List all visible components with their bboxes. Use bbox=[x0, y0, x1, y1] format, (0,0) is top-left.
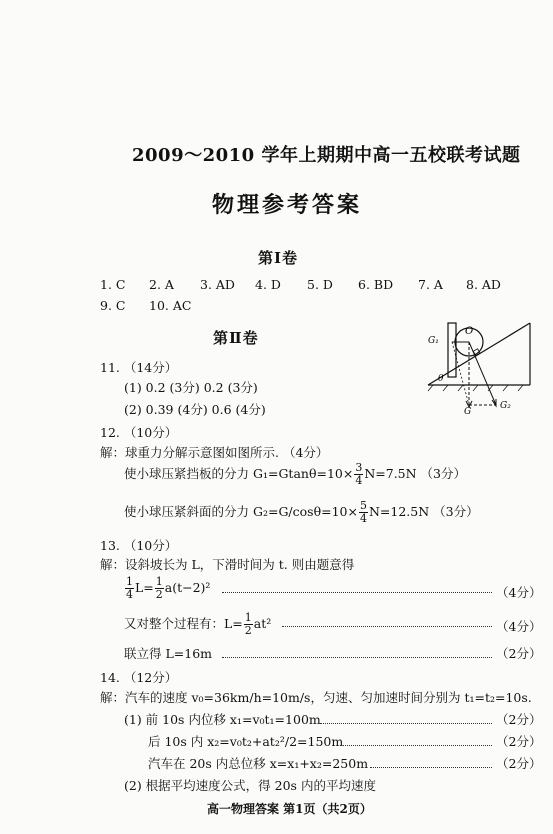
dot-leader bbox=[370, 767, 492, 768]
denominator: 2 bbox=[244, 624, 252, 637]
fraction bbox=[125, 576, 134, 601]
q12-line2-text: 使小球压紧斜面的分力 G₂=G/cosθ=10× bbox=[124, 504, 358, 519]
q13-solution: 解：设斜坡长为 L，下滑时间为 t. 则由题意得 bbox=[100, 557, 355, 572]
numerator: 5 bbox=[359, 499, 367, 512]
q12-line2 bbox=[124, 500, 479, 525]
part1-title: 第Ⅰ卷 bbox=[258, 249, 299, 267]
fraction bbox=[354, 462, 363, 487]
dot-leader bbox=[340, 745, 492, 746]
answer-item: 9. C bbox=[100, 298, 126, 313]
numerator: 3 bbox=[355, 461, 363, 474]
q13-heading: 13. （10分） bbox=[100, 538, 178, 553]
score: （2分） bbox=[496, 756, 542, 771]
answer-item: 10. AC bbox=[149, 298, 192, 313]
q11-line1: (1) 0.2 (3分) 0.2 (3分) bbox=[124, 380, 258, 395]
q12-heading: 12. （10分） bbox=[100, 425, 178, 440]
denominator: 4 bbox=[355, 474, 363, 487]
denominator: 4 bbox=[359, 512, 367, 525]
score: （2分） bbox=[496, 646, 542, 661]
q13-eq3: 联立得 L=16m bbox=[124, 646, 213, 661]
exam-title: 2009～2010 学年上期期中高一五校联考试题 bbox=[132, 145, 521, 166]
eq-text: at² bbox=[253, 616, 272, 631]
denominator: 4 bbox=[126, 588, 133, 601]
numerator: 1 bbox=[126, 575, 133, 588]
q13-eq1 bbox=[124, 576, 210, 601]
part1-answers-row1 bbox=[100, 277, 501, 292]
answer-item: 8. AD bbox=[466, 277, 501, 292]
q12-line1-result: N=7.5N （3分） bbox=[364, 466, 466, 481]
q12-line1 bbox=[124, 462, 466, 487]
q12-solution: 解：球重力分解示意图如图所示. （4分） bbox=[100, 445, 329, 460]
label-g: G bbox=[464, 407, 472, 415]
dot-leader bbox=[320, 723, 492, 724]
part2-title: 第Ⅱ卷 bbox=[213, 329, 259, 347]
label-g1: G₁ bbox=[428, 336, 439, 346]
q12-line2-result: N=12.5N （3分） bbox=[368, 504, 479, 519]
label-o: O bbox=[465, 326, 474, 337]
fraction bbox=[155, 576, 164, 601]
answer-item: 6. BD bbox=[358, 277, 394, 292]
denominator: 2 bbox=[155, 588, 163, 601]
q13-eq2 bbox=[124, 612, 271, 637]
eq-text: 又对整个过程有：L= bbox=[124, 616, 243, 631]
eq-text: L= bbox=[135, 580, 154, 595]
fraction bbox=[244, 612, 253, 637]
answer-item: 3. AD bbox=[200, 277, 235, 292]
answer-item: 4. D bbox=[255, 277, 281, 292]
q11-line2: (2) 0.39 (4分) 0.6 (4分) bbox=[124, 402, 266, 417]
label-theta: θ bbox=[438, 374, 444, 384]
force-diagram bbox=[408, 315, 533, 415]
answer-item: 5. D bbox=[307, 277, 333, 292]
page-footer: 高一物理答案 第1页（共2页） bbox=[207, 802, 372, 816]
q14-line2: 后 10s 内 x₂=v₀t₂+at₂²/2=150m bbox=[148, 734, 344, 749]
dot-leader bbox=[282, 626, 492, 627]
q11-heading: 11. （14分） bbox=[100, 360, 178, 375]
score: （2分） bbox=[496, 712, 542, 727]
q14-line3: 汽车在 20s 内总位移 x=x₁+x₂=250m bbox=[148, 756, 369, 771]
numerator: 1 bbox=[244, 611, 252, 624]
q14-line1: (1) 前 10s 内位移 x₁=v₀t₁=100m bbox=[124, 712, 321, 727]
score: （4分） bbox=[496, 585, 542, 600]
eq-text: a(t−2)² bbox=[164, 580, 211, 595]
score: （4分） bbox=[496, 619, 542, 634]
dot-leader bbox=[222, 592, 492, 593]
score: （2分） bbox=[496, 734, 542, 749]
dot-leader bbox=[222, 657, 492, 658]
fraction bbox=[359, 500, 368, 525]
numerator: 1 bbox=[155, 575, 163, 588]
q14-solution: 解：汽车的速度 v₀=36km/h=10m/s，匀速、匀加速时间分别为 t₁=t₂=10s. bbox=[100, 690, 532, 705]
q14-line4: (2) 根据平均速度公式，得 20s 内的平均速度 bbox=[124, 778, 376, 793]
part1-answers-row2 bbox=[100, 298, 191, 313]
document-title: 物理参考答案 bbox=[212, 192, 363, 218]
q12-line1-text: 使小球压紧挡板的分力 G₁=Gtanθ=10× bbox=[124, 466, 354, 481]
answer-item: 1. C bbox=[100, 277, 126, 292]
q14-heading: 14. （12分） bbox=[100, 670, 178, 685]
label-g2: G₂ bbox=[500, 401, 511, 411]
answer-item: 7. A bbox=[418, 277, 443, 292]
answer-item: 2. A bbox=[149, 277, 174, 292]
